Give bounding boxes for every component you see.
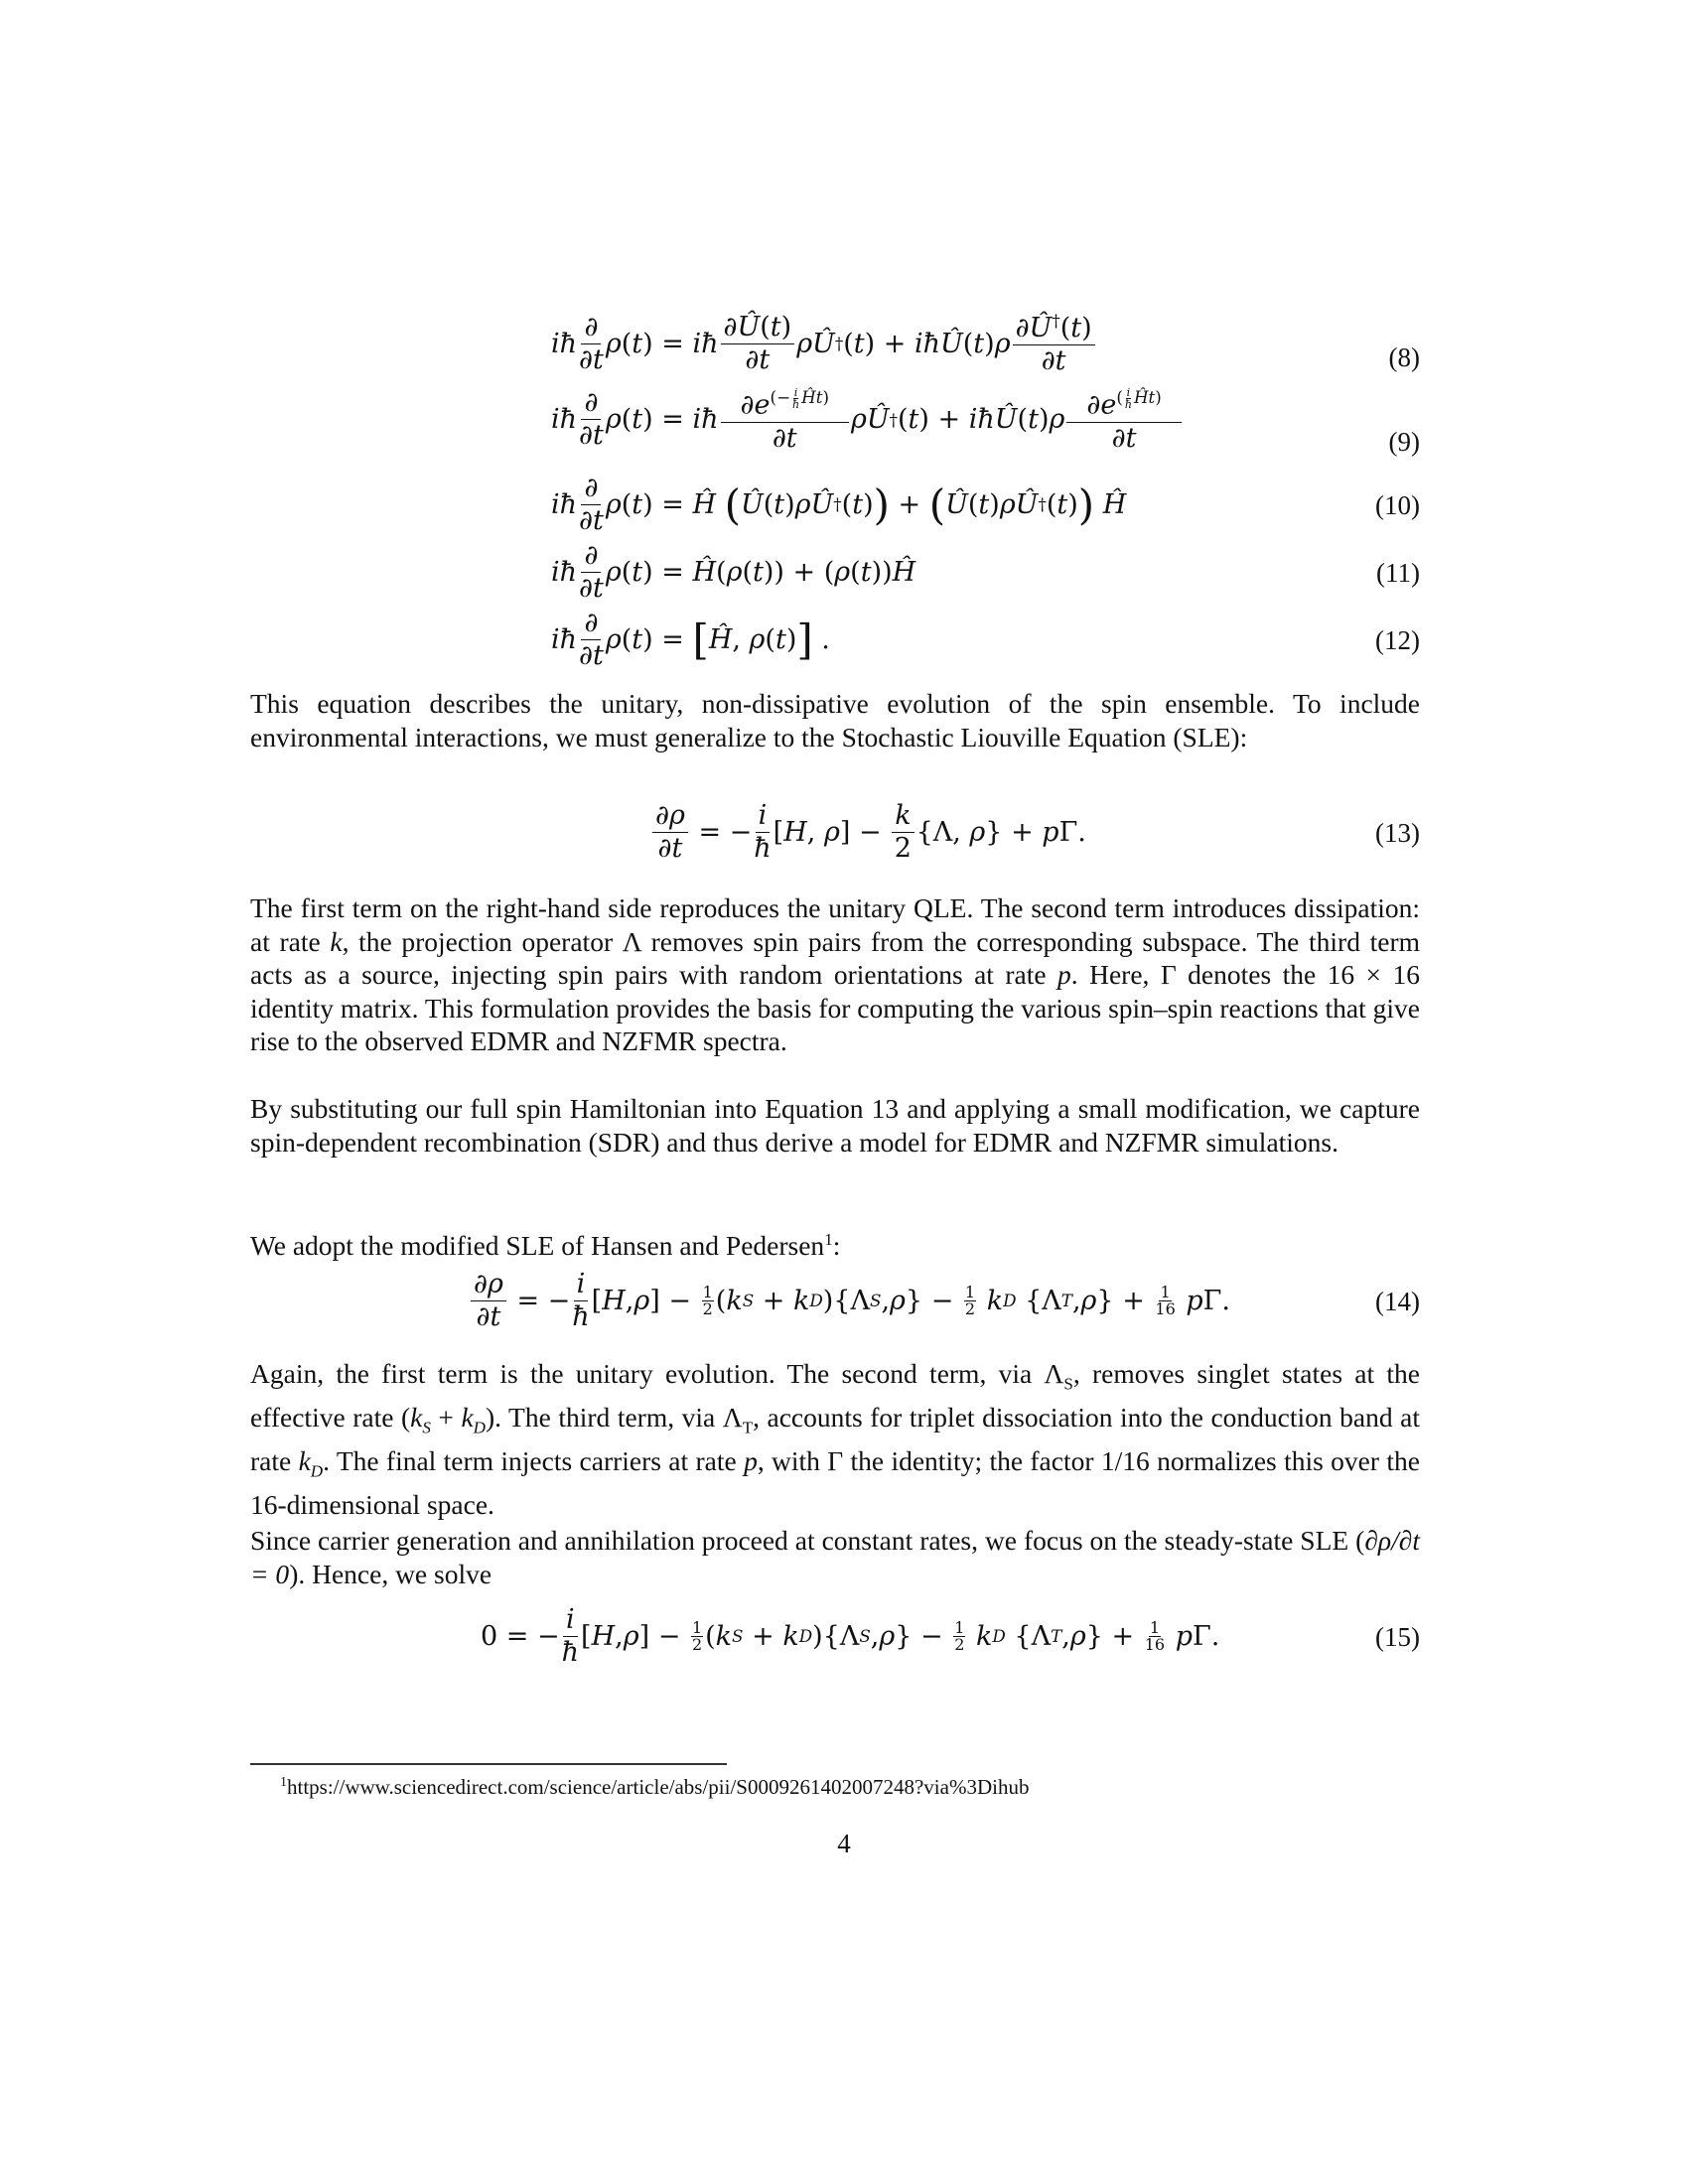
equation-number: (15)	[1375, 1622, 1420, 1652]
text-run: ). The third term, via Λ	[485, 1402, 743, 1433]
equation-10	[0, 473, 1688, 537]
text-run: , accounts for triplet dissociation into the conduction band at rate	[250, 1402, 1421, 1476]
equation-9	[0, 386, 1688, 457]
paragraph-sle-terms	[250, 891, 1420, 1058]
text-run: . Here, Γ denotes the 16 × 16 identity matrix. This formulation provides the basis for computing the various spin–spin reactions that give rise to the observed EDMR and NZFMR spectra.	[250, 959, 1421, 1056]
equation-15	[0, 1604, 1688, 1669]
equation-11-body: iħ $\frac{\partial}{\partial t}$ ρ ( t ) = Ĥ ( ρ ( t )) + ( ρ ( t )) Ĥ	[551, 540, 916, 605]
paragraph-sdr-model	[250, 1092, 1420, 1159]
page-number: 4	[837, 1829, 851, 1858]
subscript-s: S	[1063, 1374, 1073, 1394]
paragraph-text: By substituting our full spin Hamiltonian into Equation 13 and applying a small modification, we capture spin-dependent recombination (SDR) and thus derive a model for EDMR and NZFMR simulations.	[250, 1093, 1420, 1158]
text-run: ). Hence, we solve	[289, 1558, 492, 1589]
equation-10-body: iħ $\frac{\partial}{\partial t}$ ρ ( t ) = Ĥ ( Û ( t ) ρÛ † ( t ) ) + ( Û ( t ) ρÛ † ( t ) ) Ĥ	[551, 473, 1127, 537]
equation-14	[0, 1269, 1688, 1333]
paragraph-text: This equation describes the unitary, non-dissipative evolution of the spin ensemble. To include environmental interactions, we must generalize to the Stochastic Liouville Equation (SLE):	[250, 688, 1420, 752]
footnote-url-link[interactable]: https://www.sciencedirect.com/science/article/abs/pii/S0009261402007248?via%3Dihub	[287, 1775, 1030, 1799]
footnote-ref-link[interactable]: 1	[824, 1230, 833, 1249]
paragraph-intro-sle	[250, 687, 1420, 753]
equation-11	[0, 540, 1688, 605]
equation-number: (12)	[1375, 625, 1420, 655]
equation-12	[0, 608, 1688, 672]
text-run: , the projection operator Λ removes spin pairs from the corresponding subspace. The third term acts as a source, injecting spin pairs with random orientations at rate	[250, 925, 1421, 990]
math-p: p	[1057, 959, 1071, 990]
equation-number: (10)	[1375, 490, 1420, 520]
paragraph-text	[250, 1524, 1420, 1590]
paragraph-text: Again, the first term is the unitary evolution. The second term, via $\Lambda_S$, removes singlet states at the effective rate $(k_S + k_D)$. The third term, via $\Lambda_T$, accounts for triplet dissociation into the conduction band at rate $k_D$. The final term injects carriers at rate p, with Γ the identity; the factor 1/16 normalizes this over the 16-dimensional space.	[250, 1358, 1421, 1520]
inline-math: ∂ρ/∂t = 0	[250, 1525, 1420, 1589]
paragraph-hansen-pedersen	[250, 1223, 1420, 1263]
paragraph-steady-state	[250, 1524, 1420, 1590]
equation-8	[0, 311, 1688, 377]
math-k: k	[330, 925, 343, 957]
paragraph-term-explanation	[250, 1357, 1420, 1522]
equation-13-body: $\frac{\partial\rho}{\partial t}$ = − $\frac{i}{ħ}$ [ H , ρ ] − $\frac{k}{2}$ {Λ, ρ } + p Γ.	[650, 802, 1086, 864]
text-run: We adopt the modified SLE of Hansen and Pedersen	[250, 1230, 825, 1262]
paragraph-text	[250, 1223, 1420, 1263]
equation-12-body: iħ $\frac{\partial}{\partial t}$ ρ ( t ) = [ Ĥ , ρ ( t ) ] .	[551, 608, 830, 672]
equation-number: (8)	[1388, 342, 1420, 372]
paragraph-text	[250, 891, 1420, 1058]
equation-8-body: iħ $\frac{\partial}{\partial t}$ ρ ( t ) = iħ $\frac{\partial Û(t)}{\partial t}$ ρÛ † ( t ) + iħÛ ( t ) ρ $\frac{\partial Û^\dagger(t)}{\partial t}$	[551, 313, 1097, 376]
subscript-t: T	[742, 1418, 754, 1437]
equation-9-body: iħ $\frac{\partial}{\partial t}$ ρ ( t ) = iħ $\partial e^{(- \frac{i}{ħ} Ĥt)}$ ∂t ρÛ † ( t ) + iħÛ ( t ) ρ $\partial e^{( \frac{i}{ħ} Ĥt)}$ ∂t	[551, 387, 1184, 453]
footnote-divider	[250, 1763, 727, 1765]
text-run: The first term on the right-hand side reproduces the unitary QLE. The second term introduces dissipation: at rate	[250, 892, 1420, 957]
equation-number: (11)	[1376, 558, 1420, 588]
text-run: Since carrier generation and annihilation proceed at constant rates, we focus on the steady-state SLE (	[250, 1525, 1365, 1556]
text-run: , removes singlet states at the effective rate (	[250, 1358, 1420, 1433]
equation-number: (14)	[1375, 1287, 1420, 1316]
text-run: Again, the first term is the unitary evolution. The second term, via Λ	[250, 1358, 1064, 1389]
equation-15-body: 0 = − $\frac{i}{ħ}$ [ H , ρ ] − $\frac{1}{2}$ ( k S + k D ){Λ S , ρ } − $\frac{1}{2}$ k D {Λ T , ρ } + $\frac{1}{16}$ p Γ.	[481, 1604, 1220, 1669]
footnote	[280, 1775, 1029, 1800]
equation-number: (13)	[1375, 818, 1420, 848]
text-run: , with Γ the identity; the factor 1/16 normalizes this over the 16-dimensional space.	[250, 1445, 1420, 1520]
footnote-marker: 1	[280, 1775, 287, 1790]
text-run: . The final term injects carriers at rate	[323, 1445, 745, 1476]
equation-number: (9)	[1388, 427, 1420, 457]
text-run: :	[832, 1230, 841, 1262]
equation-14-body: $\frac{\partial\rho}{\partial t}$ = − $\frac{i}{ħ}$ [ H , ρ ] − $\frac{1}{2}$ ( k S + k D ){Λ S , ρ } − $\frac{1}{2}$ k D {Λ T , ρ } + $\frac{1}{16}$ p Γ.	[469, 1271, 1230, 1332]
equation-13	[0, 800, 1688, 865]
